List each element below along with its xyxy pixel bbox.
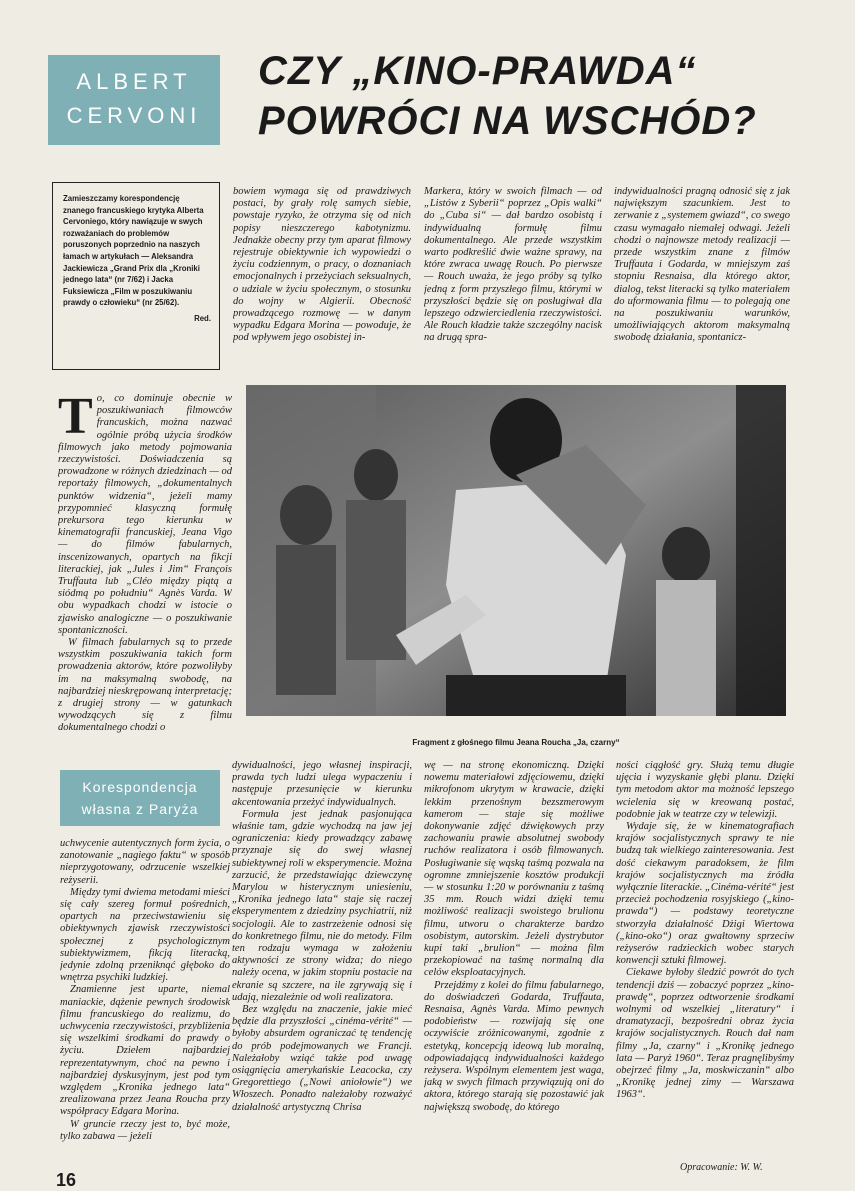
editor-note-box (52, 182, 220, 370)
bottom-column-1-p2: Między tymi dwiema metodami mieści się cały szereg formuł pośrednich, opartych na przeciwstawieniu się obiektywnych zjawisk rzeczywistości społecznej z psychologicznym subiektywizmem, fikcją literacką, jedynie zdolną przeniknąć głęboko do wnętrza psychiki ludzkiej. (60, 886, 230, 984)
intro-paragraph-2: W filmach fabularnych są to przede wszystkim poszukiwania takich form prowadzenia aktorów, które pozwoliłyby im na maksymalną swobodę, na najbardziej nieskrępowaną interpretację; z drugiej strony — w gatunkach wywodzących się z filmu dokumentalnego chodzi o (58, 637, 232, 734)
photo-caption: Fragment z głośnego filmu Jeana Roucha „Ja, czarny“ (412, 738, 620, 747)
film-still-photo (246, 385, 786, 716)
bottom-column-4-p3: Ciekawe byłoby śledzić powrót do tych tendencji dziś — zobaczyć poprzez „kino-prawdę“, poprzez odtworzenie środkami wolnymi od wszelkiej „literatury“ i dramatyzacji, bezpośredni obraz życia krajów socjalistycznych. Rouch dał nam filmy „Ja, czarny“ i „Kronikę jednego lata — Paryż 1960“. Teraz pragnęlibyśmy obejrzeć filmy „Ja, moskwiczanin“ albo „Kronikę jednej zimy — Warszawa 1963“. (616, 967, 794, 1101)
bottom-column-3-p1: wę — na stronę ekonomiczną. Dzięki nowemu materiałowi zdjęciowemu, dzięki mikrofonom ukrytym w krawacie, dzięki lekkim przenośnym bezszmerowym kamerom — staje się możliwe dokonywanie zdjęć dźwiękowych przy zachowaniu prawie absolutnej swobody ruchów realizatora i osób filmowanych. Posługiwanie się wąską taśmą pozwala na ogromne zmniejszenie kosztów produkcji — w stosunku 1:20 w porównaniu z taśmą 35 mm. Rouch widzi dzięki temu możliwość realizacji swoistego brulionu filmu, utworu o charakterze bardzo osobistym, autorskim. Jeżeli dystrybutor kupi taki „brulion“ — można film przekopiować na taśmę normalną dla celów eksploatacyjnych. (424, 760, 604, 979)
bottom-column-1-p1: uchwycenie autentycznych form życia, o zanotowanie „nagiego faktu“ w sposób nieprzygotowany, odrzucenie wszelkiej reżyserii. (60, 838, 230, 886)
drop-cap: T (58, 393, 93, 445)
bottom-column-1-p3: Znamienne jest uparte, niemal maniackie, dążenie pewnych środowisk filmu francuskiego do realizmu, do uchwycenia rzeczywistości, przybliżenia się wszelkimi środkami do prawdy o życiu. Dziełem najbardziej reprezentatywnym, choć na pewno i najbardziej dyskusyjnym, jest pod tym względem „Kronika jednego lata“ zrealizowana przez Jeana Roucha przy współpracy Edgara Morina. (60, 984, 230, 1118)
author-box (48, 55, 220, 145)
intro-column (58, 393, 232, 757)
bottom-column-2-p3: Bez względu na znaczenie, jakie mieć będzie dla przyszłości „cinéma-vérité“ — byłoby absurdem ograniczać tę tendencję do prób podejmowanych we Francji. Należałoby wziąć także pod uwagę osiągnięcia amerykańskie Leacocka, czy Gregorettiego („Nowi aniołowie“) we Włoszech. Ponadto należałoby rozważyć działalność artystyczną Chrisa (232, 1004, 412, 1113)
correspondence-box (60, 770, 220, 826)
page-number: 16 (56, 1170, 77, 1190)
bottom-column-2-p1: dywidualności, jego własnej inspiracji, prawda tych ludzi ulega wypaczeniu i następuje przesunięcie w kierunku akcentowania przeżyć indywidualnych. (232, 760, 412, 808)
bottom-column-1 (60, 838, 230, 1168)
article-signature: Opracowanie: W. W. (680, 1162, 763, 1173)
headline-line1: CZY „KINO-PRAWDA“ (258, 49, 697, 93)
bottom-column-4-p2: Wydaje się, że w kinematografiach krajów socjalistycznych sprawy te nie budzą tak wielkiego zainteresowania. Jest dość ciekawym paradoksem, że film krajów socjalistycznych ma źródła wyłącznie literackie. „Cinéma-vérité“ jest przecież pochodzenia rosyjskiego („kino-prawda“) — podstawy teoretyczne stworzyła działalność Dżigi Wiertowa („kino-oko“) oraz gwałtowny sprzeciw reżyserów radzieckich wobec starych konwencji sztuki filmowej. (616, 821, 794, 967)
editor-note-text: Zamieszczamy korespondencję znanego francuskiego krytyka Alberta Cervoniego, który nawiązuje w swych rozważaniach do problemów poruszonych poprzednio na naszych łamach w artykułach — Aleksandra Jackiewicza „Grand Prix dla „Kroniki jednego lata“ (nr 7/62) i Jacka Fuksiewicza „Film w poszukiwaniu prawdy o człowieku“ (nr 25/62). (63, 194, 204, 308)
top-column-1 (233, 186, 411, 376)
author-first-name: ALBERT (76, 69, 192, 94)
bottom-column-3-p2: Przejdźmy z kolei do filmu fabularnego, do doświadczeń Godarda, Truffauta, Resnaisa, Agnès Varda. Mimo pewnych podobieństw — rozwijają się one oczywiście zróżnicowanymi, zgodnie z estetyką, koncepcją ideową lub moralną, odpowiadającą indywidualności każdego reżysera. Wspólnym elementem jest waga, jaką w swych filmach przywiązują oni do aktora, którego starają się pozostawić jak największą swobodę, do którego (424, 979, 604, 1113)
headline-line2: POWRÓCI NA WSCHÓD? (258, 99, 757, 143)
top-column-2-text: Markera, który w swoich filmach — od „Listów z Syberii“ poprzez „Opis walki“ do „Cuba si“ — dał bardzo osobistą i indywidualną formułę filmu dokumentalnego. Ale przede wszystkim warto podkreślić dwie ważne sprawy, na które zwraca uwagę Rouch. Po pierwsze — Rouch uważa, że jego próby są tylko jedną z form przyszłego filmu, którymi w przyszłości będzie się on posługiwał dla lepszego odzwierciedlenia rzeczywistości. Ale Rouch kładzie także szczególny nacisk na drugą spra- (424, 186, 602, 344)
author-last-name: CERVONI (66, 103, 202, 128)
correspondence-line1: Korespondencja (82, 779, 198, 795)
bottom-column-2 (232, 760, 412, 1158)
bottom-column-1-p4: W gruncie rzeczy jest to, być może, tylko zabawa — jeżeli (60, 1118, 230, 1142)
top-column-3-text: indywidualności pragną odnosić się z jak największym szacunkiem. Jest to zerwanie z „systemem gwiazd“, co swego czasu wymagało niemałej odwagi. Jeżeli chodzi o najnowsze metody realizacji — przede wszystkim znane z filmów Truffauta i Godarda, w mniejszym zaś stopniu Resnaisa, dla którego aktor, dialog, tekst literacki są tylko materiałem do uformowania filmu — to polegają one na poszukiwaniu warunków, umożliwiających aktorom maksymalną swobodę działania, spontanicz- (614, 186, 790, 344)
top-column-3 (614, 186, 790, 376)
editor-note-signature: Red. (194, 313, 211, 323)
top-column-1-text: bowiem wymaga się od prawdziwych postaci, by grały rolę samych siebie, powstaje ryzyko, że otrzyma się od nich popisy nieszczerego kabotynizmu. Jednakże obecny przy tym aparat filmowy rejestruje obiektywnie ich wypowiedzi o życiu codziennym, o pracy, o doznaniach emocjonalnych i przeżyciach seksualnych, o udziale w życiu społecznym, o stosunku do wojny w Algierii. Obecność prowadzącego rozmowę — w danym wypadku Edgara Morina — powoduje, że pod wpływem jego osobistej in- (233, 186, 411, 344)
correspondence-line2: własna z Paryża (81, 801, 199, 817)
intro-text: o, co dominuje obecnie w poszukiwaniach filmowców francuskich, można nazwać ogólnie próbą użycia środków filmowych jako metody pojmowania rzeczywistości. Doświadczenia są prowadzone w różnych dziedzinach — od reportaży filmowych, „dokumentalnych punktów widzenia“, jeżeli mamy przypomnieć klasyczną formułę prekursora tego kierunku w kinematografii francuskiej, Jeana Vigo — do filmów fabularnych, inscenizowanych, opartych na fikcji literackiej, jak „Jules i Jim“ François Truffauta lub „Cléo między piątą a siódmą po południu“ Agnès Varda. W obu wypadkach chodzi w istocie o zjawisko analogiczne — o poszukiwanie spontaniczności. (58, 393, 232, 636)
bottom-column-2-p2: Formuła jest jednak pasjonująca właśnie tam, gdzie wychodzą na jaw jej ograniczenia: kiedy prowadzący zabawę przyznaje się do swej własnej subiektywnej roli w eksperymencie. Można zarzucić, że przedstawiając dziewczynę Marylou w histerycznym uniesieniu, „Kronika jednego lata“ staje się raczej eksperymentem z dziedziny psychiatrii, niż socjologii. Ale to zastrzeżenie odnosi się do konkretnego filmu, nie do metody. Film ten rodzaju wymaga w założeniu aktywności ze strony widza; do niego należy ocena, w jakim stopniu postacie na ekranie są szczere, na ile zgrywają się i udają, niezależnie od woli realizatora. (232, 808, 412, 1003)
headline (258, 46, 818, 146)
top-column-2 (424, 186, 602, 376)
bottom-column-3 (424, 760, 604, 1158)
bottom-column-4-p1: ności ciągłość gry. Służą temu długie ujęcia i wyzyskanie głębi planu. Dzięki tym metodom aktor ma możność lepszego wcielenia się w kreowaną postać, podobnie jak w teatrze czy w telewizji. (616, 760, 794, 820)
bottom-column-4 (616, 760, 794, 1158)
